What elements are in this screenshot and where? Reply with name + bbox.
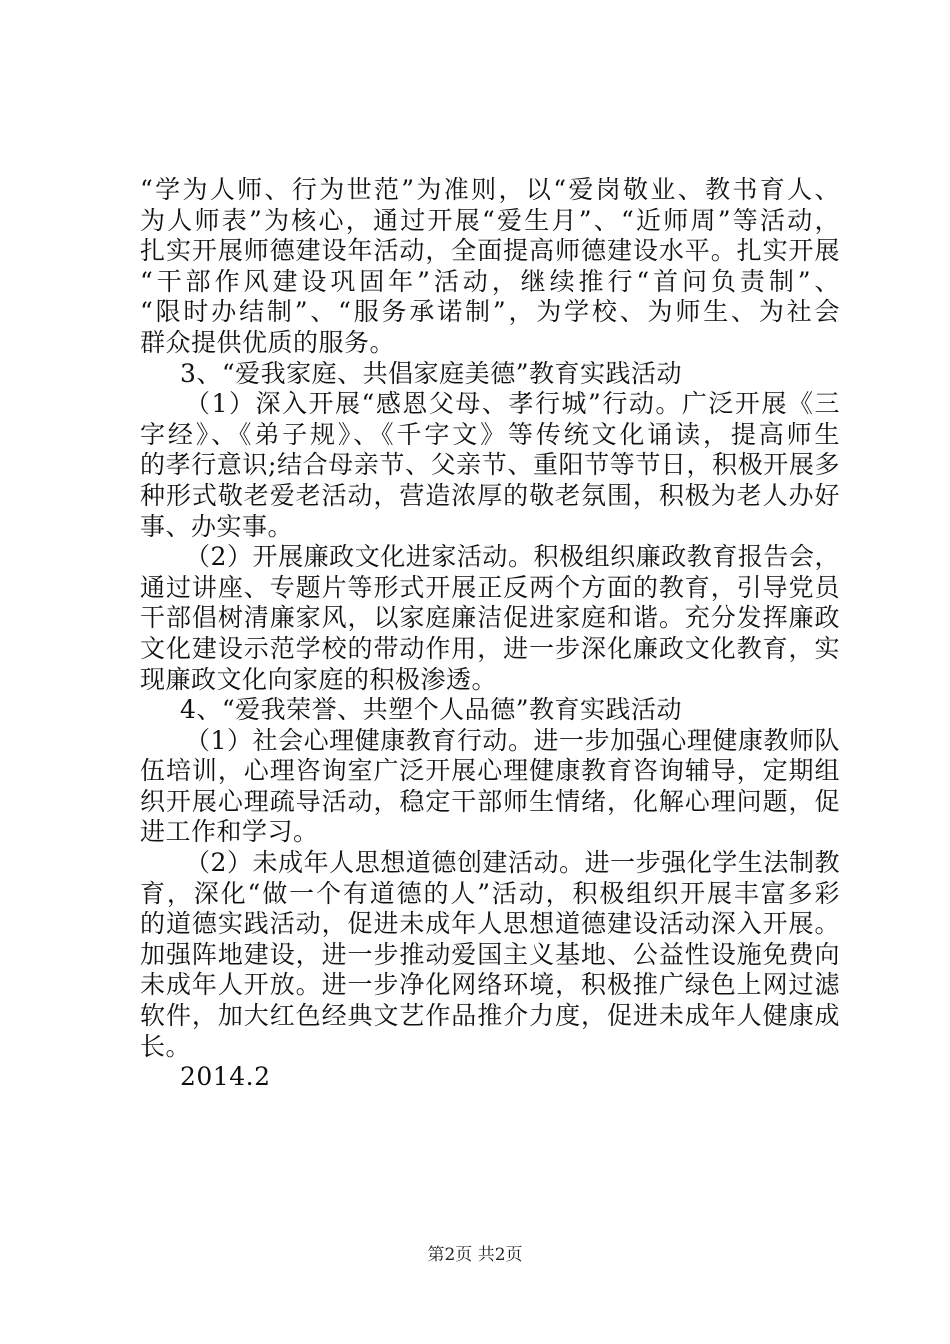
- text-line: 加强阵地建设，进一步推动爱国主义基地、公益性设施免费向: [140, 939, 840, 969]
- text-line: 字经》、《弟子规》、《千字文》等传统文化诵读，提高师生: [140, 419, 840, 449]
- section-heading: 3、“爱我家庭、共倡家庭美德”教育实践活动: [180, 358, 682, 388]
- text-line: 扎实开展师德建设年活动，全面提高师德建设水平。扎实开展: [140, 236, 840, 266]
- text-line: 长。: [140, 1031, 192, 1061]
- document-body: [140, 175, 840, 1093]
- text-line: 伍培训，心理咨询室广泛开展心理健康教育咨询辅导，定期组: [140, 756, 840, 786]
- text-line: 的道德实践活动，促进未成年人思想道德建设活动深入开展。: [140, 909, 840, 939]
- text-line: 育，深化“做一个有道德的人”活动，积极组织开展丰富多彩: [140, 878, 840, 908]
- text-line: “限时办结制”、“服务承诺制”，为学校、为师生、为社会: [140, 297, 840, 327]
- text-line: “学为人师、行为世范”为准则，以“爱岗敬业、教书育人、: [140, 175, 840, 204]
- text-line: 为人师表”为核心，通过开展“爱生月”、“近师周”等活动，: [140, 205, 840, 235]
- page-footer: 第2页 共2页: [427, 1245, 523, 1265]
- text-line: 文化建设示范学校的带动作用，进一步深化廉政文化教育，实: [140, 633, 840, 663]
- document-date: 2014.2: [180, 1062, 271, 1092]
- text-line: 种形式敬老爱老活动，营造浓厚的敬老氛围，积极为老人办好: [140, 480, 840, 510]
- text-line: 事、办实事。: [140, 511, 294, 541]
- text-line: 现廉政文化向家庭的积极渗透。: [140, 664, 498, 694]
- text-line: 未成年人开放。进一步净化网络环境，积极推广绿色上网过滤: [140, 970, 840, 1000]
- section-heading: 4、“爱我荣誉、共塑个人品德”教育实践活动: [180, 695, 682, 725]
- text-line: 进工作和学习。: [140, 817, 319, 847]
- text-line: （1）深入开展“感恩父母、孝行城”行动。广泛开展《三: [185, 389, 840, 419]
- text-line: 干部倡树清廉家风，以家庭廉洁促进家庭和谐。充分发挥廉政: [140, 603, 840, 633]
- text-line: “干部作风建设巩固年”活动，继续推行“首问负责制”、: [140, 266, 840, 296]
- text-line: （2）开展廉政文化进家活动。积极组织廉政教育报告会，: [185, 542, 840, 572]
- text-line: 的孝行意识;结合母亲节、父亲节、重阳节等节日，积极开展多: [140, 450, 840, 480]
- text-line: 群众提供优质的服务。: [140, 327, 396, 357]
- text-line: 通过讲座、专题片等形式开展正反两个方面的教育，引导党员: [140, 572, 840, 602]
- text-line: （1）社会心理健康教育行动。进一步加强心理健康教师队: [185, 725, 840, 755]
- text-line: 软件，加大红色经典文艺作品推介力度，促进未成年人健康成: [140, 1001, 840, 1031]
- text-line: 织开展心理疏导活动，稳定干部师生情绪，化解心理问题，促: [140, 786, 840, 816]
- text-line: （2）未成年人思想道德创建活动。进一步强化学生法制教: [185, 848, 840, 878]
